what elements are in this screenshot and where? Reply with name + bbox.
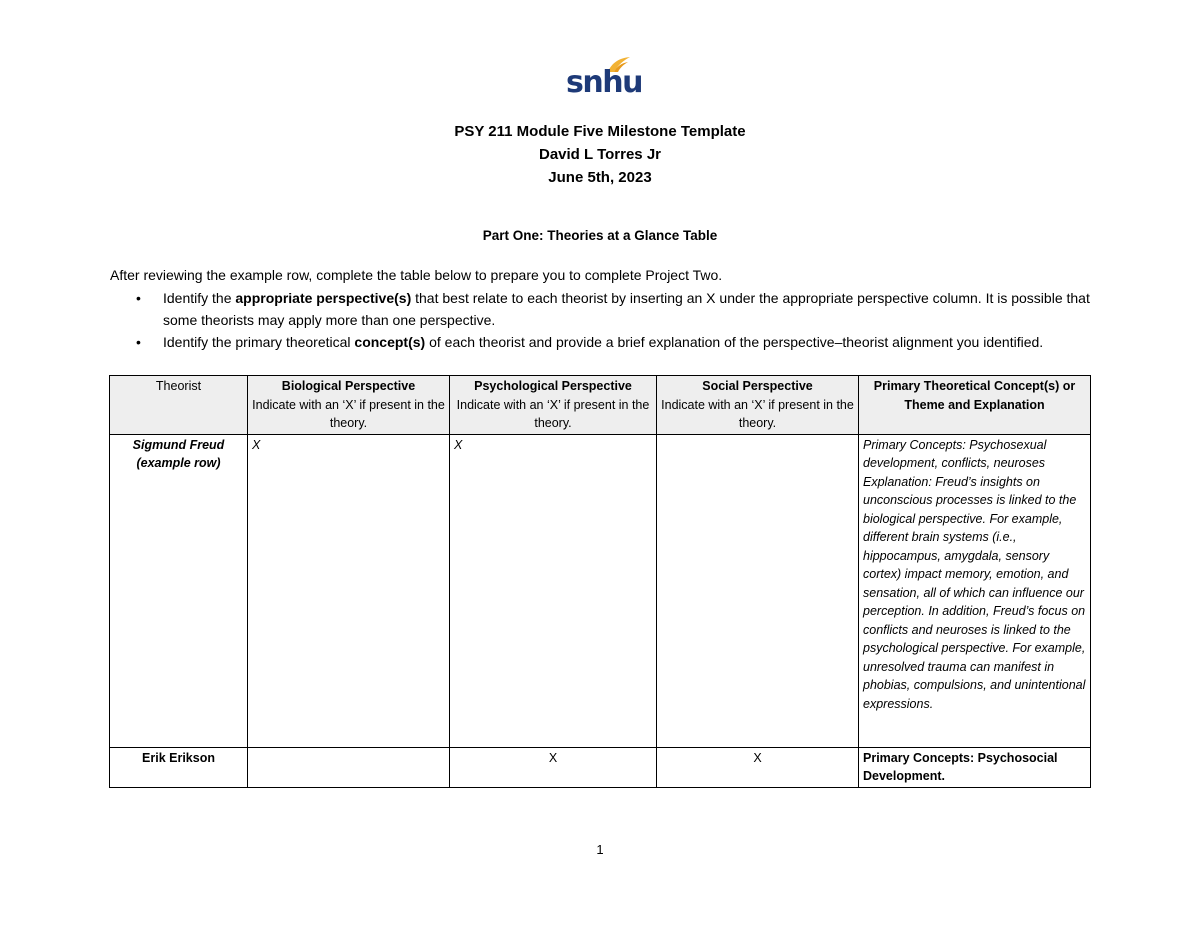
cell-social	[657, 434, 859, 747]
document-header	[0, 120, 1200, 189]
snhu-logo	[566, 56, 642, 102]
part-title: Part One: Theories at a Glance Table	[482, 228, 718, 243]
document-title: PSY 211 Module Five Milestone Template	[454, 123, 746, 140]
cell-theorist: Erik Erikson	[110, 747, 248, 787]
header-theorist: Theorist	[110, 376, 248, 435]
document-date: June 5th, 2023	[548, 169, 652, 186]
table-row	[110, 747, 1091, 787]
header-psychological: Psychological Perspective Indicate with an ‘X’ if present in the theory.	[450, 376, 657, 435]
header-concepts: Primary Theoretical Concept(s) or Theme and Explanation	[859, 376, 1091, 435]
list-item: • Identify the appropriate perspective(s) that best relate to each theorist by inserting an X under the appropriate perspective column. It is possible that some theorists may apply more than one perspective.	[110, 287, 1095, 331]
cell-biological: X	[248, 434, 450, 747]
cell-biological	[248, 747, 450, 787]
page-number: 1	[596, 842, 604, 857]
cell-concepts: Primary Concepts: Psychosexual development, conflicts, neuroses Explanation: Freud’s insights on unconscious processes is linked to the biological perspective. For example, different brain systems (i.e., hippocampus, amygdala, sensory cortex) impact memory, emotion, and sensation, all of which can influence our perception. In addition, Freud’s focus on conflicts and neuroses is linked to the psychological perspective. For example, unresolved trauma can manifest in phobias, compulsions, and unintentional expressions.	[859, 434, 1091, 747]
cell-social: X	[657, 747, 859, 787]
author-name: David L Torres Jr	[539, 146, 661, 163]
logo-wordmark: snhu	[566, 65, 642, 100]
instruction-list	[110, 287, 1095, 353]
list-item: • Identify the primary theoretical concept(s) of each theorist and provide a brief explanation of the perspective–theorist alignment you identified.	[110, 331, 1095, 353]
bullet-icon: •	[136, 290, 141, 306]
cell-concepts: Primary Concepts: Psychosocial Development.	[859, 747, 1091, 787]
cell-psychological: X	[450, 434, 657, 747]
bullet-icon: •	[136, 334, 141, 350]
header-biological: Biological Perspective Indicate with an ‘X’ if present in the theory.	[248, 376, 450, 435]
intro-text: After reviewing the example row, complete the table below to prepare you to complete Project Two.	[110, 267, 723, 283]
table-row	[110, 434, 1091, 747]
cell-theorist: Sigmund Freud (example row)	[110, 434, 248, 747]
table-header-row	[110, 376, 1091, 435]
cell-psychological: X	[450, 747, 657, 787]
theories-table	[109, 375, 1091, 788]
header-social: Social Perspective Indicate with an ‘X’ if present in the theory.	[657, 376, 859, 435]
